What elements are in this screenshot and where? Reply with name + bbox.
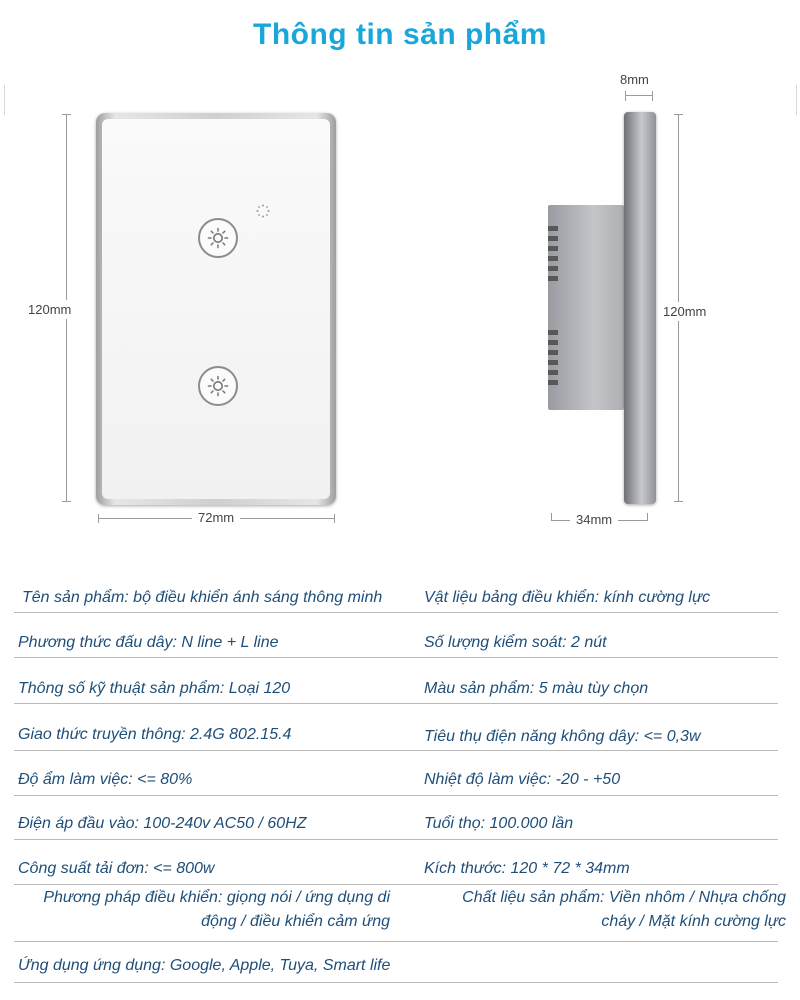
vent-slot [548, 340, 558, 345]
vent-slot [548, 246, 558, 251]
light-bulb-icon [207, 227, 229, 249]
table-divider [14, 884, 778, 885]
height-dimension-cap-bottom [62, 501, 71, 502]
vent-slot [548, 380, 558, 385]
spec-product-color: Màu sản phẩm: 5 màu tùy chọn [424, 680, 649, 697]
spec-control-method: Phương pháp điều khiển: giọng nói / ứng dụng di động / điều khiển cảm ứng [43, 889, 390, 930]
spec-working-temperature: Nhiệt độ làm việc: -20 - +50 [424, 771, 621, 788]
front-width-label: 72mm [192, 510, 240, 525]
spec-product-name: Tên sản phẩm: bộ điều khiển ánh sáng thông minh [22, 589, 383, 606]
side-height-label: 120mm [663, 304, 707, 319]
vent-slot [548, 266, 558, 271]
glass-surface [102, 119, 330, 499]
switch-back-housing [548, 205, 624, 410]
touch-button-1[interactable] [198, 218, 238, 258]
decor-tick-left [4, 85, 5, 115]
side-height-cap-bottom [674, 501, 683, 502]
table-divider [14, 941, 778, 942]
spec-input-voltage: Điện áp đầu vào: 100-240v AC50 / 60HZ [18, 815, 307, 832]
spec-panel-material: Vật liệu bảng điều khiển: kính cường lực [424, 589, 711, 606]
switch-side-panel [624, 112, 656, 504]
spec-working-humidity: Độ ẩm làm việc: <= 80% [18, 771, 193, 788]
table-divider [14, 982, 778, 983]
depth-cap-left [551, 513, 552, 521]
table-divider [14, 612, 778, 613]
height-dimension-cap-top [62, 114, 71, 115]
vent-slot [548, 226, 558, 231]
spec-apps: Ứng dụng ứng dụng: Google, Apple, Tuya, Smart life [18, 957, 391, 974]
table-divider [14, 657, 778, 658]
vent-slot [548, 350, 558, 355]
vent-slot [548, 360, 558, 365]
switch-front-panel [96, 113, 336, 505]
table-divider [14, 795, 778, 796]
vent-slot [548, 330, 558, 335]
width-dimension-cap-left [98, 514, 99, 523]
vent-slot [548, 256, 558, 261]
table-divider [14, 703, 778, 704]
spec-wiring-method: Phương thức đấu dây: N line + L line [18, 634, 279, 651]
width-dimension-cap-right [334, 514, 335, 523]
spec-lifespan: Tuổi thọ: 100.000 lần [424, 815, 574, 832]
table-divider [14, 839, 778, 840]
spec-communication-protocol: Giao thức truyền thông: 2.4G 802.15.4 [18, 726, 292, 743]
thickness-dimension-line [625, 95, 652, 96]
spec-technical-type: Thông số kỹ thuật sản phẩm: Loại 120 [18, 680, 291, 697]
wifi-indicator-icon [256, 204, 270, 218]
vent-slot [548, 276, 558, 281]
side-thickness-label: 8mm [620, 72, 649, 87]
side-depth-label: 34mm [570, 512, 618, 527]
table-divider [14, 750, 778, 751]
decor-tick-right [796, 85, 797, 115]
thickness-cap-left [625, 91, 626, 101]
side-height-cap-top [674, 114, 683, 115]
page-title: Thông tin sản phẩm [253, 18, 547, 51]
spec-dimensions: Kích thước: 120 * 72 * 34mm [424, 860, 630, 877]
spec-wireless-power: Tiêu thụ điện năng không dây: <= 0,3w [424, 728, 701, 745]
spec-product-material: Chất liệu sản phẩm: Viền nhôm / Nhựa chống cháy / Mặt kính cường lực [462, 889, 786, 930]
spec-control-count: Số lượng kiểm soát: 2 nút [424, 634, 607, 651]
thickness-cap-right [652, 91, 653, 101]
light-bulb-icon [207, 375, 229, 397]
vent-slot [548, 370, 558, 375]
depth-cap-right [647, 513, 648, 521]
spec-load-power: Công suất tải đơn: <= 800w [18, 860, 215, 877]
touch-button-2[interactable] [198, 366, 238, 406]
front-height-label: 120mm [28, 302, 72, 317]
vent-slot [548, 236, 558, 241]
